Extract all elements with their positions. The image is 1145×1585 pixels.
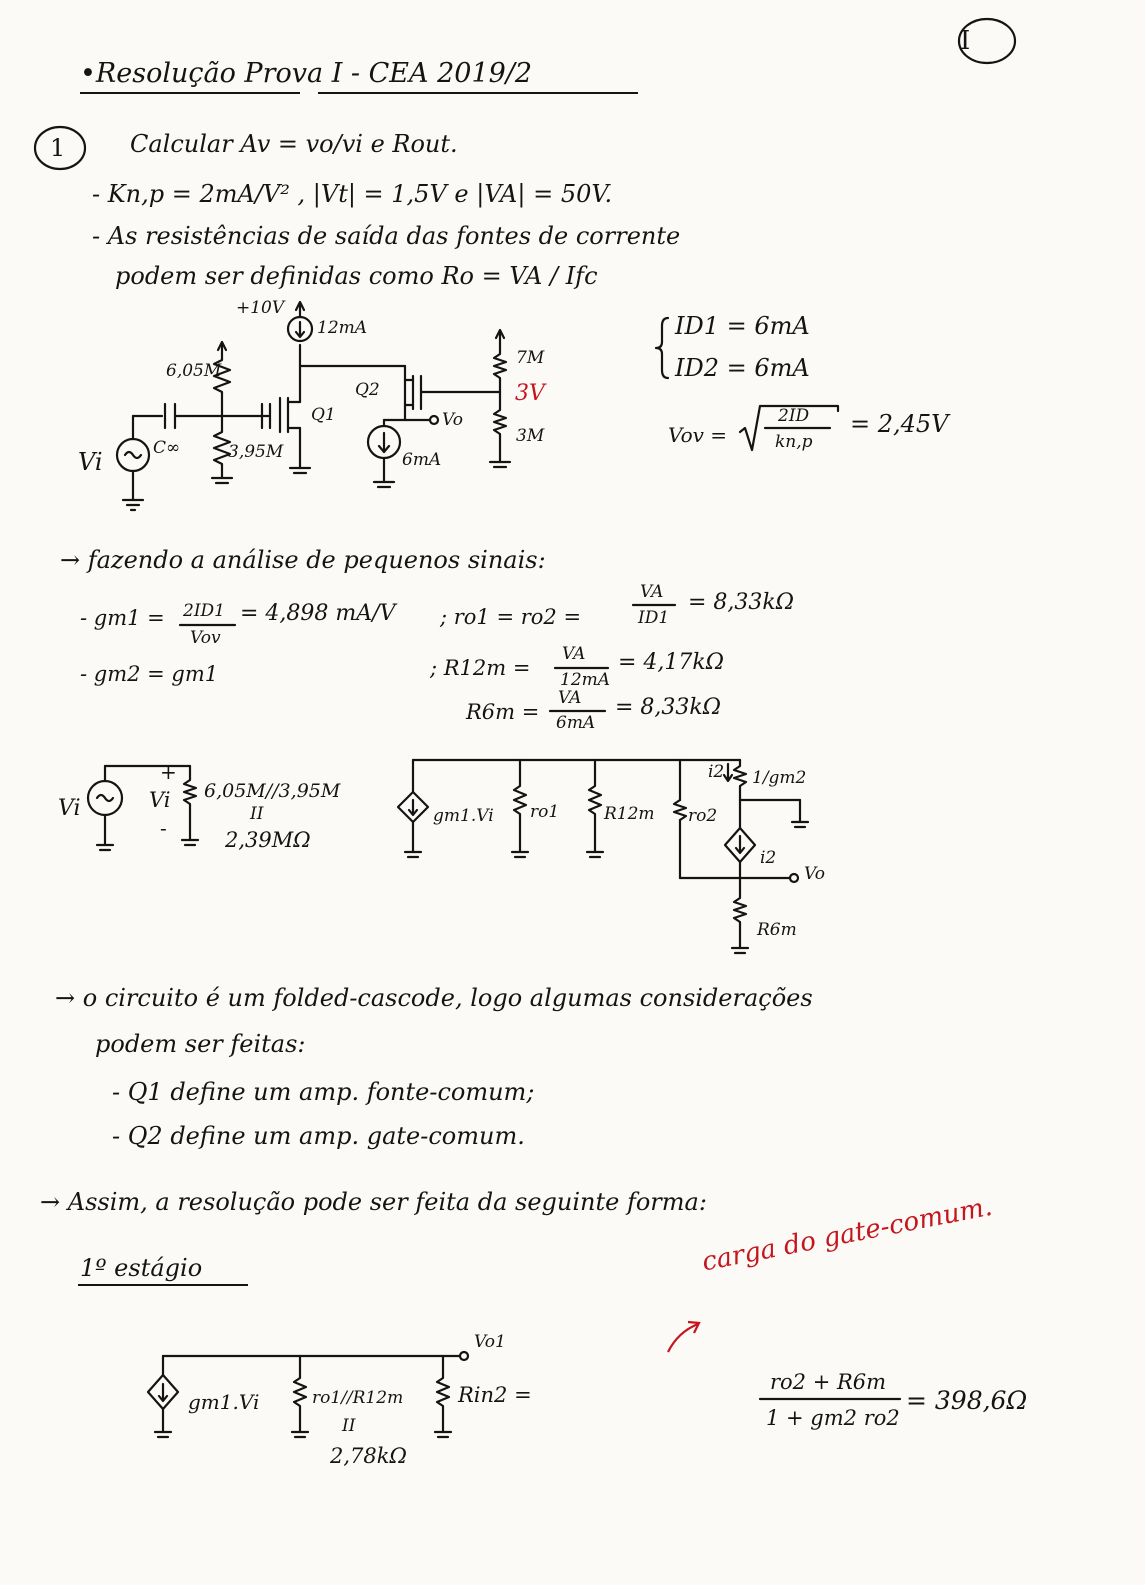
resistor-ro1-R12m bbox=[294, 1356, 306, 1432]
c2-inv-gm2: 1/gm2 bbox=[752, 768, 807, 788]
r12m-value: = 4,17kΩ bbox=[618, 650, 724, 675]
s1-rin-value: = 398,6Ω bbox=[906, 1386, 1028, 1415]
c2-rpar-value: 2,39MΩ bbox=[225, 828, 311, 852]
c2-minus: - bbox=[160, 816, 167, 840]
s1-gm-label: gm1.Vi bbox=[188, 1390, 260, 1414]
r6m-value: = 8,33kΩ bbox=[615, 695, 721, 720]
folded-line-2: podem ser feitas: bbox=[95, 1030, 306, 1058]
c2-vi-node: Vi bbox=[149, 788, 171, 812]
r12m-numerator: VA bbox=[562, 644, 586, 664]
bias-id2: ID2 = 6mA bbox=[675, 354, 810, 382]
c2-ro1: ro1 bbox=[530, 802, 560, 822]
gm1-value: = 4,898 mA/V bbox=[240, 601, 396, 626]
resistor-R6m bbox=[734, 878, 746, 948]
ro-denominator: ID1 bbox=[638, 608, 670, 628]
resistor-7M bbox=[494, 332, 506, 392]
c2-rpar: 6,05M//3,95M bbox=[204, 780, 341, 802]
folded-item-2: - Q2 define um amp. gate-comum. bbox=[112, 1122, 525, 1150]
label-cap: C∞ bbox=[153, 438, 181, 458]
s1-eq: II bbox=[342, 1416, 356, 1436]
gm1-denominator: Vov bbox=[190, 628, 221, 648]
resistor-ro1 bbox=[514, 760, 526, 852]
gm1-lhs: - gm1 = bbox=[80, 606, 165, 630]
small-signal-heading: → fazendo a análise de pequenos sinais: bbox=[60, 546, 546, 574]
s1-rpar-value: 2,78kΩ bbox=[330, 1444, 407, 1468]
s1-rin-lhs: Rin2 = bbox=[458, 1383, 532, 1407]
r12m-lhs: ; R12m = bbox=[430, 656, 531, 680]
label-3V: 3V bbox=[515, 381, 545, 406]
r6m-lhs: R6m = bbox=[466, 700, 540, 724]
ro-lhs: ; ro1 = ro2 = bbox=[440, 605, 582, 629]
given-note-2: podem ser definidas como Ro = VA / Ifc bbox=[115, 262, 598, 290]
label-3M: 3M bbox=[516, 426, 545, 446]
label-12mA: 12mA bbox=[317, 318, 368, 338]
c2-r6m: R6m bbox=[757, 920, 797, 940]
label-vo: Vo bbox=[442, 410, 463, 430]
resistor-R12m bbox=[589, 760, 601, 852]
s1-rin-numerator: ro2 + R6m bbox=[770, 1370, 887, 1394]
label-vdd: +10V bbox=[236, 298, 285, 318]
s1-rin-denominator: 1 + gm2 ro2 bbox=[766, 1406, 900, 1430]
label-6-05M: 6,05M bbox=[166, 361, 222, 381]
label-q2: Q2 bbox=[355, 380, 380, 400]
resistor-inv-gm2 bbox=[734, 760, 746, 800]
resistor-rin2 bbox=[437, 1356, 449, 1432]
label-q1: Q1 bbox=[311, 405, 336, 425]
label-6mA: 6mA bbox=[402, 450, 442, 470]
folded-line-1: → o circuito é um folded-cascode, logo algumas considerações bbox=[55, 984, 813, 1012]
r12m-denominator: 12mA bbox=[560, 670, 611, 690]
c2-vo: Vo bbox=[804, 864, 825, 884]
c2-vi-source: Vi bbox=[58, 796, 81, 821]
title-underline bbox=[80, 92, 300, 94]
vov-numerator: 2ID bbox=[778, 406, 810, 426]
gm2-equation: - gm2 = gm1 bbox=[80, 662, 219, 686]
ro-numerator: VA bbox=[640, 582, 664, 602]
c2-r12m: R12m bbox=[604, 804, 655, 824]
stage-underline bbox=[78, 1284, 248, 1286]
c2-i2b: i2 bbox=[760, 848, 777, 868]
c2-eq: II bbox=[250, 804, 264, 824]
vov-denominator: kn,p bbox=[775, 432, 813, 452]
given-parameters: - Kn,p = 2mA/V² , |Vt| = 1,5V e |VA| = 50V. bbox=[92, 180, 613, 208]
vov-result: = 2,45V bbox=[850, 410, 949, 438]
r6m-denominator: 6mA bbox=[556, 713, 596, 733]
c2-gm-label: gm1.Vi bbox=[433, 806, 494, 826]
c2-ro2: ro2 bbox=[688, 806, 718, 826]
page-title: •Resolução Prova I - CEA 2019/2 bbox=[80, 58, 533, 89]
annotation-arrow bbox=[668, 1324, 698, 1352]
gm1-numerator: 2ID1 bbox=[183, 601, 225, 621]
page-marker: I bbox=[960, 26, 971, 56]
circuit-2-schematic bbox=[88, 760, 808, 953]
resistor-3M bbox=[494, 392, 506, 462]
s1-vo1: Vo1 bbox=[474, 1332, 506, 1352]
r6m-numerator: VA bbox=[558, 688, 582, 708]
stage-heading: 1º estágio bbox=[80, 1254, 203, 1282]
folded-line-3: → Assim, a resolução pode ser feita da seguinte forma: bbox=[40, 1188, 707, 1216]
label-vi: Vi bbox=[78, 448, 103, 476]
ro-value: = 8,33kΩ bbox=[688, 590, 794, 615]
c2-plus: + bbox=[160, 760, 177, 784]
title-underline-2 bbox=[318, 92, 638, 94]
task-statement: Calcular Av = vo/vi e Rout. bbox=[130, 130, 458, 158]
folded-item-1: - Q1 define um amp. fonte-comum; bbox=[112, 1078, 535, 1106]
label-7M: 7M bbox=[516, 348, 545, 368]
given-note-1: - As resistências de saída das fontes de corrente bbox=[92, 222, 681, 250]
annotation-load: carga do gate-comum. bbox=[699, 1191, 995, 1278]
question-number: 1 bbox=[50, 134, 66, 162]
s1-rpar: ro1//R12m bbox=[312, 1388, 404, 1408]
label-3-95M: 3,95M bbox=[228, 442, 284, 462]
bias-id1: ID1 = 6mA bbox=[675, 312, 810, 340]
resistor-ro2 bbox=[674, 800, 686, 820]
vov-lhs: Vov = bbox=[668, 423, 728, 447]
c2-i2: i2 bbox=[708, 762, 725, 782]
